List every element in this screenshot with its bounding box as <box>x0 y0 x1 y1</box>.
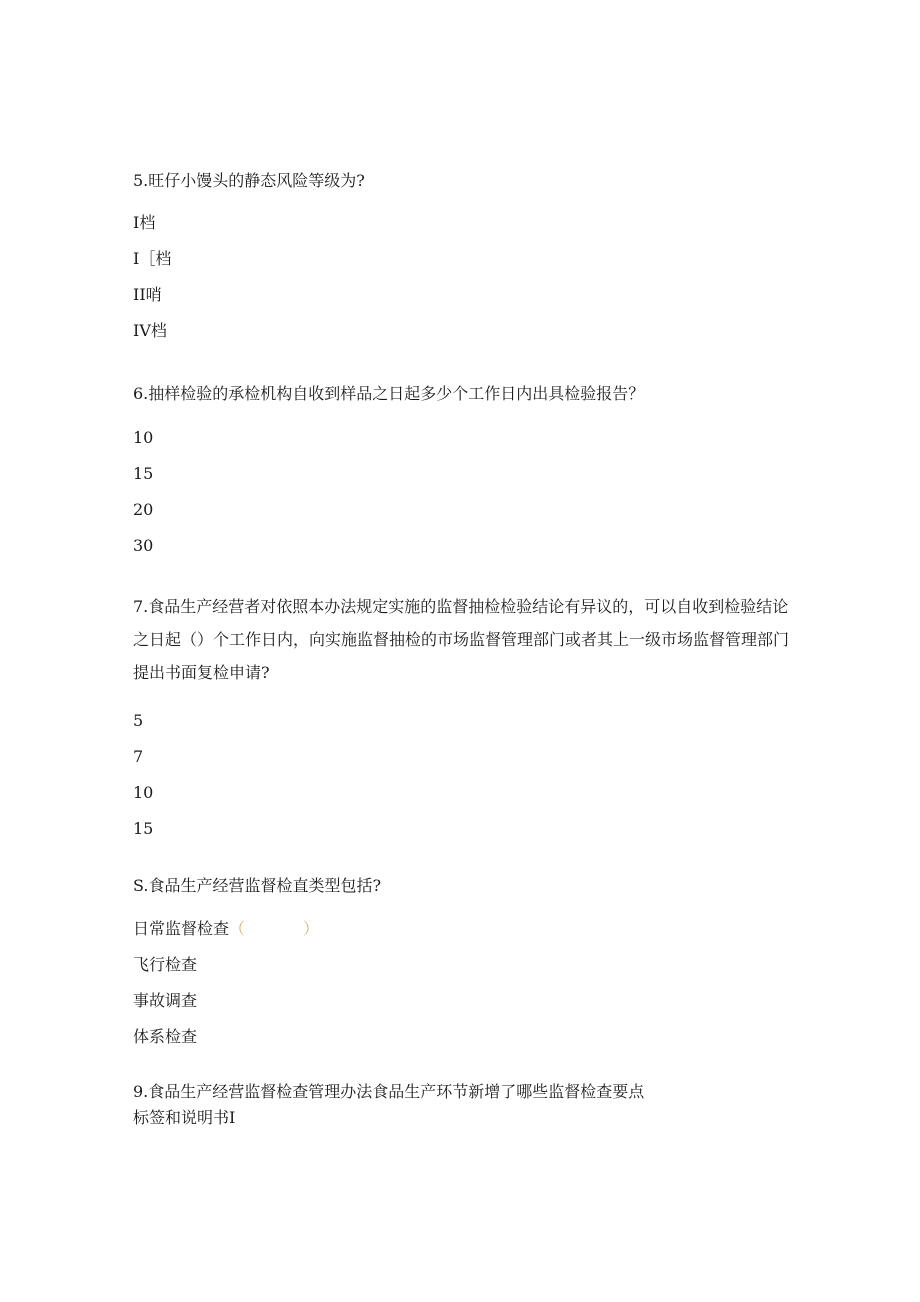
q7-option-2: 7 <box>133 747 144 766</box>
q6-option-2: 15 <box>133 464 154 483</box>
q5-option-4: IV档 <box>133 321 167 340</box>
q9-option-1: 标签和说明书I <box>133 1108 236 1127</box>
q7-option-1: 5 <box>133 711 144 730</box>
q8-option-1-label: 日常监督检查 <box>133 919 230 938</box>
q6-option-1: 10 <box>133 428 154 447</box>
q7-option-3: 10 <box>133 783 154 802</box>
question-7: 7.食品生产经营者对依照本办法规定实施的监督抽检检验结论有异议的，可以自收到检验结论之日起（）个工作日内，向实施监督抽检的市场监督管理部门或者其上一级市场监督管理部门提出书面复检申请? <box>133 597 790 682</box>
q7-option-4: 15 <box>133 819 154 838</box>
question-6: 6.抽样检验的承检机构自收到样品之日起多少个工作日内出具检验报告？ <box>133 384 645 403</box>
q5-option-2: I［档 <box>133 249 172 268</box>
question-8: S.食品生产经营监督检直类型包括? <box>133 876 382 895</box>
q6-option-3: 20 <box>133 500 154 519</box>
q6-option-4: 30 <box>133 536 154 555</box>
question-5: 5.旺仔小馒头的静态风险等级为? <box>133 171 365 190</box>
q5-option-3: II哨 <box>133 285 162 304</box>
q5-option-1: I档 <box>133 213 156 232</box>
q8-option-1 <box>133 919 319 939</box>
answer-paren-open: （ <box>229 919 246 938</box>
answer-paren-close: ） <box>303 919 320 938</box>
q8-option-3: 事故调查 <box>133 991 198 1010</box>
question-9: 9.食品生产经营监督检查管理办法食品生产环节新增了哪些监督检查要点 <box>133 1082 645 1101</box>
q8-option-4: 体系检查 <box>133 1027 198 1046</box>
q8-option-2: 飞行检查 <box>133 955 198 974</box>
